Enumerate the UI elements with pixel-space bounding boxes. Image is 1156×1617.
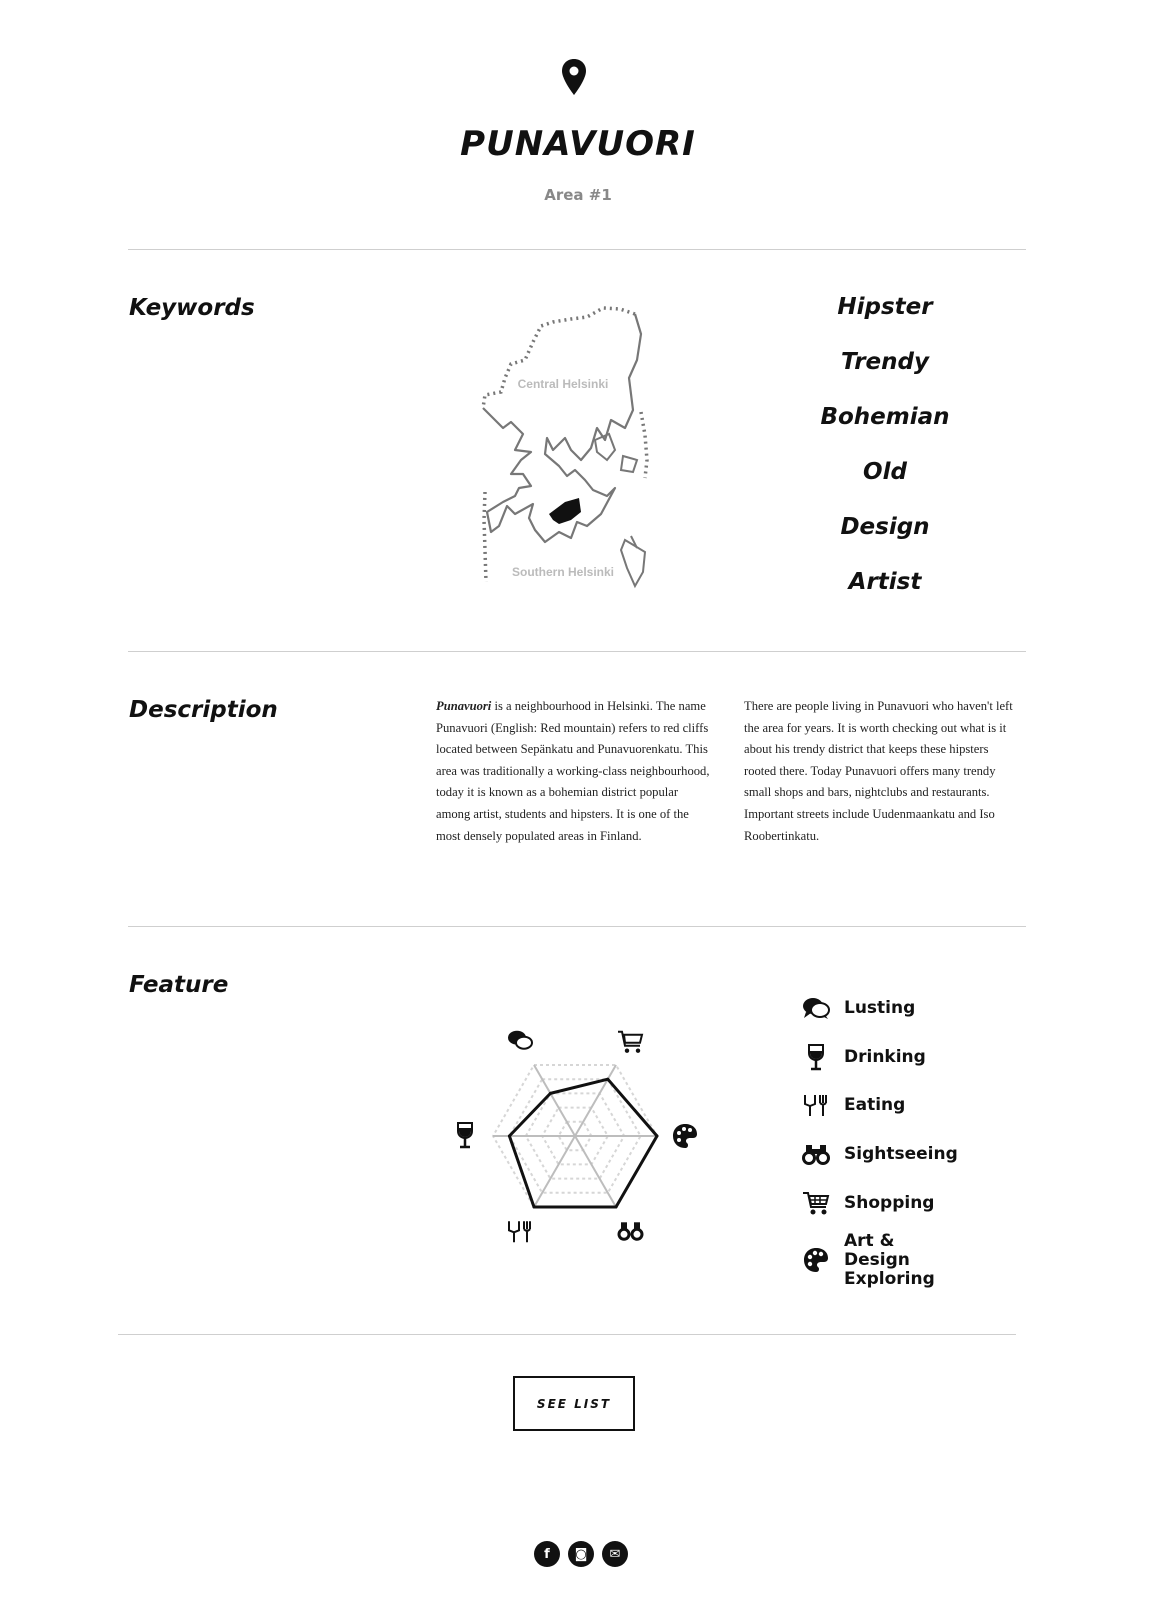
legend-item-eating bbox=[800, 1088, 1030, 1122]
description-text-1: is a neighbourhood in Helsinki. The name Punavuori (English: Red mountain) refers to red cliffs located between Sepänkatu and Punavuorenkatu. This area was traditionally a working-class neighbourhood, today it is known as a bohemian district popular among artist, students and hipsters. It is one of the most densely populated areas in Finland. bbox=[436, 699, 710, 843]
divider bbox=[118, 1334, 1016, 1335]
divider bbox=[128, 249, 1026, 250]
radar-axis bbox=[575, 1065, 616, 1136]
feature-heading: Feature bbox=[129, 972, 229, 998]
speech-bubbles-icon bbox=[800, 992, 832, 1024]
legend-item-shopping bbox=[800, 1186, 1030, 1220]
palette-icon bbox=[800, 1244, 832, 1276]
divider bbox=[128, 651, 1026, 652]
shopping-cart-icon bbox=[618, 1032, 642, 1053]
email-icon[interactable]: ✉ bbox=[602, 1541, 628, 1567]
description-column-1 bbox=[436, 696, 714, 847]
instagram-icon[interactable]: ◙ bbox=[568, 1541, 594, 1567]
radar-axis bbox=[575, 1136, 616, 1207]
keyword-item: Trendy bbox=[841, 349, 929, 375]
legend-label: Sightseeing bbox=[844, 1143, 958, 1164]
keyword-item: Design bbox=[840, 514, 930, 540]
map-pin-icon bbox=[561, 58, 587, 96]
keyword-item: Hipster bbox=[837, 294, 933, 320]
see-list-button[interactable]: SEE LIST bbox=[513, 1376, 635, 1431]
radar-point bbox=[606, 1078, 609, 1081]
legend-item-art-design bbox=[800, 1230, 1030, 1289]
keywords-heading: Keywords bbox=[129, 295, 255, 321]
facebook-icon[interactable]: f bbox=[534, 1541, 560, 1567]
palette-icon bbox=[673, 1124, 697, 1148]
radar-point bbox=[508, 1135, 511, 1138]
map-label-central: Central Helsinki bbox=[517, 377, 609, 391]
fork-knife-icon bbox=[800, 1089, 832, 1121]
area-number: Area #1 bbox=[544, 186, 612, 204]
shopping-cart-icon bbox=[800, 1187, 832, 1219]
binoculars-icon bbox=[800, 1138, 832, 1170]
feature-radar-chart bbox=[445, 1010, 705, 1260]
speech-bubbles-icon bbox=[508, 1031, 532, 1049]
radar-point bbox=[533, 1206, 536, 1209]
radar-axis bbox=[534, 1065, 575, 1136]
legend-item-drinking bbox=[800, 1040, 1030, 1074]
radar-point bbox=[549, 1092, 552, 1095]
radar-axis bbox=[534, 1136, 575, 1207]
divider bbox=[128, 926, 1026, 927]
area-map bbox=[475, 300, 685, 600]
keyword-item: Bohemian bbox=[820, 404, 950, 430]
keyword-item: Old bbox=[863, 459, 907, 485]
wine-glass-icon bbox=[458, 1123, 472, 1147]
legend-label: Art & Design Exploring bbox=[844, 1230, 935, 1289]
binoculars-icon bbox=[619, 1222, 642, 1239]
map-label-southern: Southern Helsinki bbox=[511, 565, 615, 579]
legend-label: Shopping bbox=[844, 1192, 935, 1213]
page-title: PUNAVUORI bbox=[460, 124, 696, 164]
legend-label: Drinking bbox=[844, 1046, 926, 1067]
radar-point bbox=[656, 1135, 659, 1138]
description-lead: Punavuori bbox=[436, 699, 492, 713]
legend-item-sightseeing bbox=[800, 1137, 1030, 1171]
legend-label: Lusting bbox=[844, 997, 916, 1018]
punavuori-area bbox=[549, 498, 581, 524]
legend-item-lusting bbox=[800, 991, 1030, 1025]
keyword-item: Artist bbox=[848, 569, 922, 595]
description-heading: Description bbox=[129, 697, 278, 723]
radar-point bbox=[615, 1206, 618, 1209]
legend-label: Eating bbox=[844, 1094, 906, 1115]
wine-glass-icon bbox=[800, 1041, 832, 1073]
fork-knife-icon bbox=[509, 1221, 530, 1242]
description-column-2: There are people living in Punavuori who haven't left the area for years. It is worth checking out what is it about his trendy district that keeps these hipsters rooted there. Today Punavuori offers many trendy small shops and bars, nightclubs and restaurants. Important streets include Uudenmaankatu and Iso Roobertinkatu. bbox=[744, 699, 1013, 843]
